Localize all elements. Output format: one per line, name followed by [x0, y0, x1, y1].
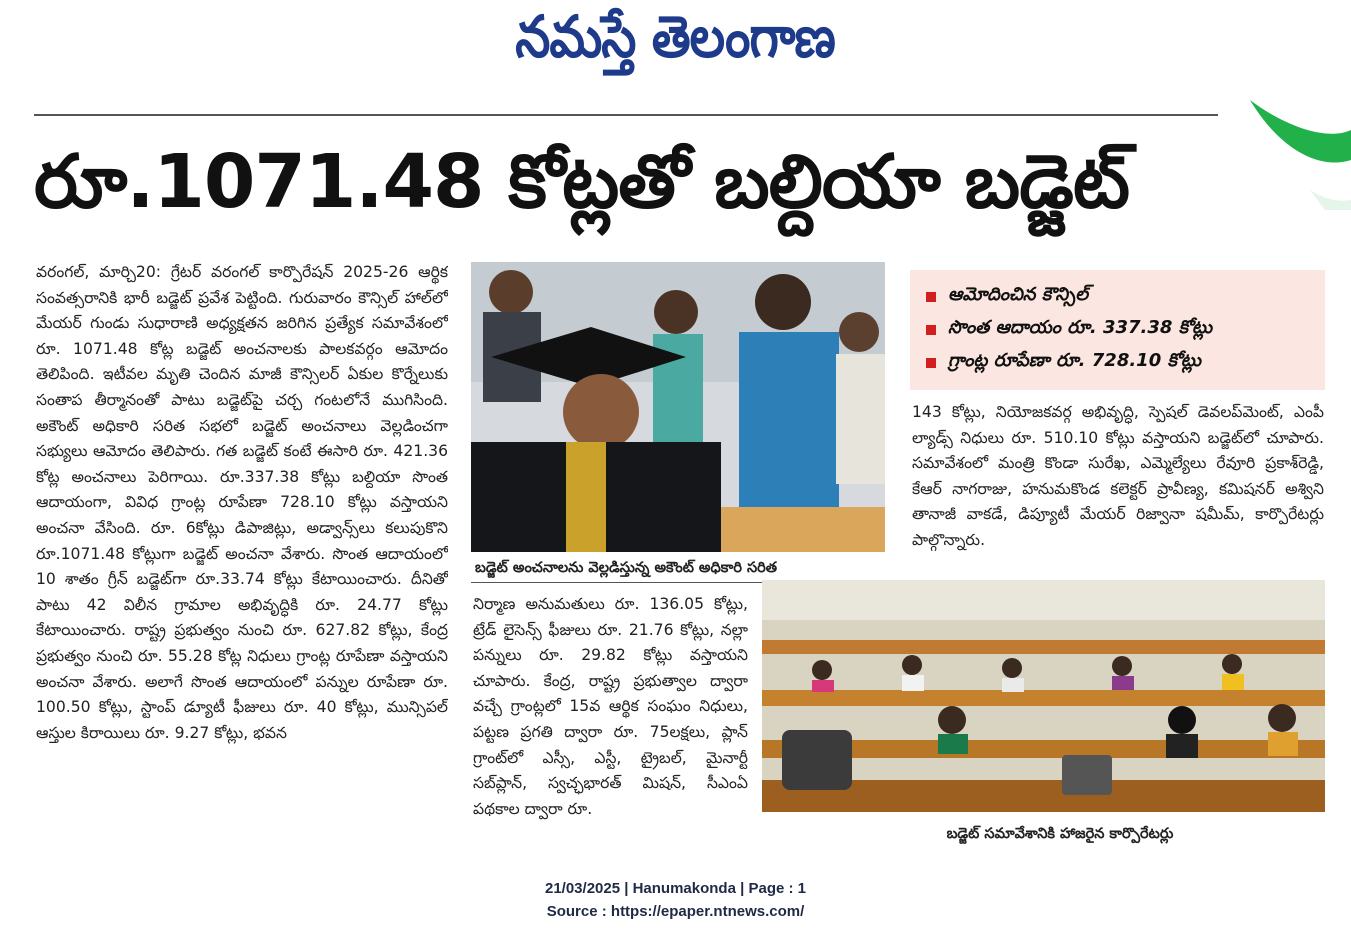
red-square-bullet-icon	[926, 358, 936, 368]
masthead-divider	[34, 114, 1218, 116]
highlight-item: సొంత ఆదాయం రూ. 337.38 కోట్లు	[926, 313, 1325, 346]
council-hall-photo	[762, 580, 1325, 812]
article-paragraph: నిర్మాణ అనుమతులు రూ. 136.05 కోట్లు, ట్రేడ్‌ లైసెన్స్‌ ఫీజులు రూ. 21.76 కోట్లు, నల్లా పన్నులు రూ. 29.82 కోట్లు వస్తాయని చూపారు. కేంద్ర, రాష్ట్ర ప్రభుత్వాల ద్వారా వచ్చే గ్రాంట్లలో 15వ ఆర్థిక సంఘం నిధులు, పట్టణ ప్రగతి ద్వారా రూ. 75లక్షలు, ప్లాన్‌ గ్రాంట్‌లో ఎస్సీ, ఎస్టీ, ట్రైబల్‌, మైనార్టీ సబ్‌ప్లాన్‌, స్వచ్ఛభారత్‌ మిషన్‌, సీఎంఏ పథకాల ద్వారా రూ.	[473, 595, 748, 818]
red-square-bullet-icon	[926, 292, 936, 302]
highlight-item: ఆమోదించిన కౌన్సిల్‌	[926, 280, 1325, 313]
highlights-box	[910, 270, 1325, 390]
article-column-left	[36, 260, 448, 845]
article-column-middle	[473, 592, 748, 847]
masthead-title: నమస్తే తెలంగాణ	[515, 3, 835, 70]
newspaper-masthead	[470, 3, 880, 80]
red-square-bullet-icon	[926, 325, 936, 335]
photo1-caption: బడ్జెట్‌ అంచనాలను వెల్లడిస్తున్న అకౌంట్‌ అధికారి సరిత	[475, 560, 778, 576]
photo2-caption: బడ్జెట్‌ సమావేశానికి హాజరైన కార్పొరేటర్లు	[946, 826, 1174, 842]
article-column-right	[912, 400, 1324, 580]
article-paragraph: వరంగల్‌, మార్చి20: గ్రేటర్‌ వరంగల్‌ కార్పొరేషన్‌ 2025-26 ఆర్థిక సంవత్సరానికి భారీ బడ్జెట్‌ ప్రవేశ పెట్టింది. గురువారం కౌన్సిల్‌ హాల్‌లో మేయర్‌ గుండు సుధారాణి అధ్యక్షతన జరిగిన ప్రత్యేక సమావేశంలో రూ. 1071.48 కోట్ల బడ్జెట్‌ అంచనాలకు పాలకవర్గం ఆమోదం తెలిపింది. ఇటీవల మృతి చెందిన మాజీ కౌన్సిలర్‌ ఏకుల కొర్నేలుకు సంతాప తీర్మానంతో పాటు బడ్జెట్‌పై చర్చ గంటలోనే ముగిసింది. అకౌంట్‌ అధికారి సరిత సభలో బడ్జెట్‌ అంచనాలు వెల్లడించగా సభ్యులు ఆమోదం తెలిపారు. గత బడ్జెట్‌ కంటే ఈసారి రూ. 421.36 కోట్ల అంచనాలు పెరిగాయి. రూ.337.38 కోట్లు బల్దియా సొంత ఆదాయంగా, వివిధ గ్రాంట్ల రూపేణా 728.10 కోట్లు వస్తాయని అంచనా వేసింది. రూ. 6కోట్లు డిపాజిట్లు, అడ్వాన్స్‌లు కలుపుకొని రూ.1071.48 కోట్లుగా బడ్జెట్‌ అంచనా వేశారు. సొంత ఆదాయంలో 10 శాతం గ్రీన్‌ బడ్జెట్‌గా రూ.33.74 కోట్లు కేటాయించారు. దీనితో పాటు 42 విలీన గ్రామాల అభివృద్ధికి రూ. 24.77 కోట్లు కేటాయించారు. రాష్ట్ర ప్రభుత్వం నుంచి రూ. 627.82 కోట్లు, కేంద్ర ప్రభుత్వం నుంచి రూ. 55.28 కోట్ల నిధులు గ్రాంట్ల రూపేణా వస్తాయని అంచనా వేశారు. అలాగే సొంత ఆదాయంలో పన్నుల రూపేణా రూ. 100.50 కోట్లు, స్టాంప్‌ డ్యూటీ ఫీజులు రూ. 40 కోట్లు, మున్సిపల్‌ ఆస్తుల కిరాయిలు రూ. 9.27 కోట్లు, భవన	[36, 263, 448, 742]
accounts-officer-photo	[471, 262, 885, 552]
footer-edition-info: 21/03/2025 | Hanumakonda | Page : 1	[544, 880, 806, 897]
footer-source: Source : https://epaper.ntnews.com/	[546, 903, 805, 920]
highlight-item: గ్రాంట్ల రూపేణా రూ. 728.10 కోట్లు	[926, 346, 1325, 379]
article-paragraph: 143 కోట్లు, నియోజకవర్గ అభివృద్ధి, స్పెషల్‌ డెవలప్‌మెంట్‌, ఎంపీ ల్యాడ్స్‌ నిధులు రూ. 510.10 కోట్లు వస్తాయని బడ్జెట్‌లో చూపారు. సమావేశంలో మంత్రి కొండా సురేఖ, ఎమ్మెల్యేలు రేవూరి ప్రకాశ్‌రెడ్డి, కేఆర్‌ నాగరాజు, హనుమకొండ కలెక్టర్‌ ప్రావీణ్య, కమిషనర్‌ అశ్విని తానాజీ వాకడే, డిప్యూటీ మేయర్‌ రిజ్వానా షమీమ్‌, కార్పొరేటర్లు పాల్గొన్నారు.	[912, 403, 1324, 549]
article-headline: రూ.1071.48 కోట్లతో బల్దియా బడ్జెట్	[34, 139, 1129, 225]
